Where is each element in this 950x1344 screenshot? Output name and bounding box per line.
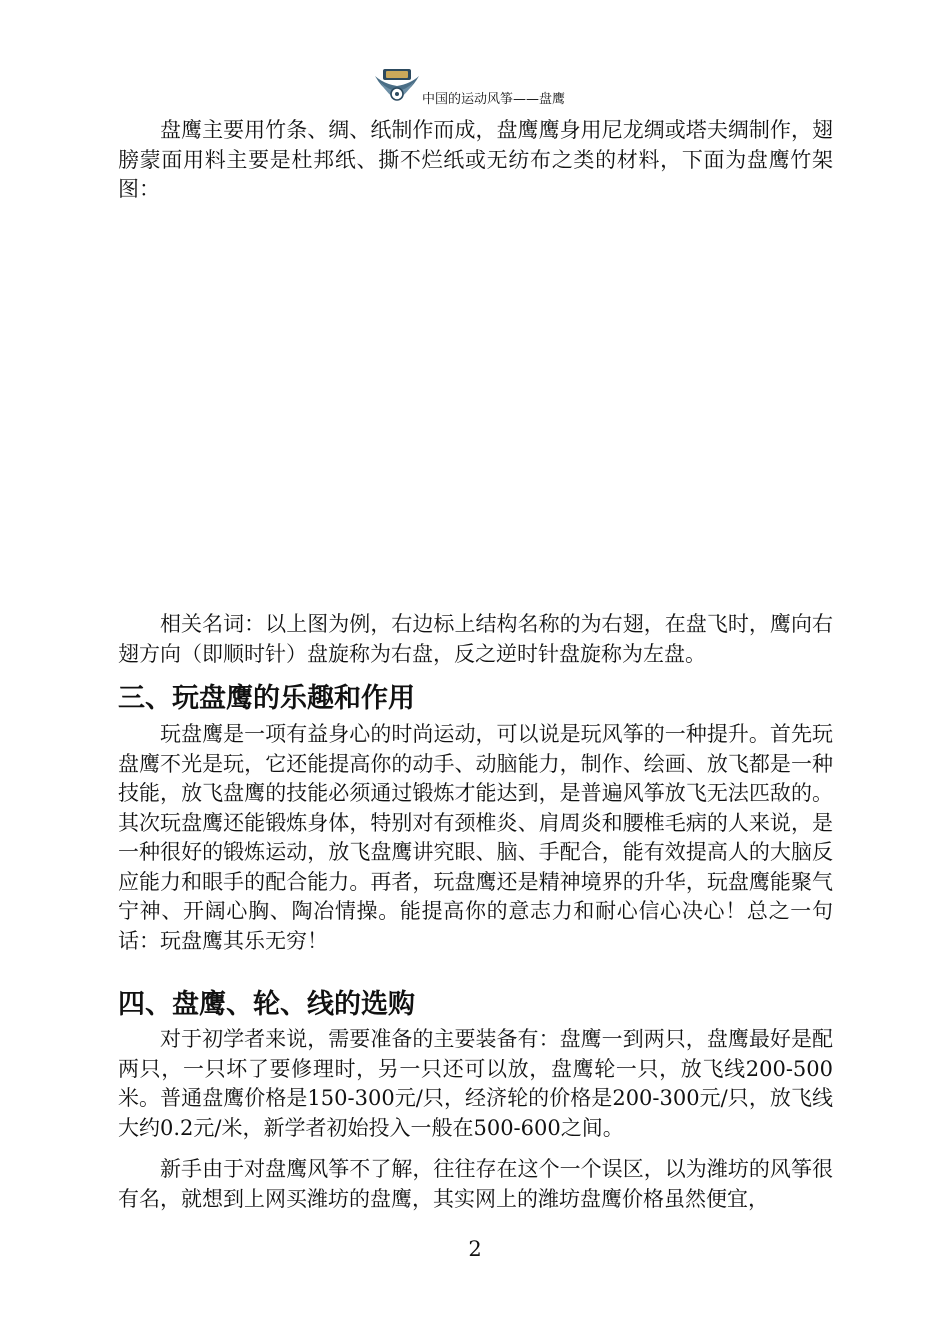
section-heading-3: 三、玩盘鹰的乐趣和作用 [118, 683, 415, 714]
paragraph-materials: 盘鹰主要用竹条、绸、纸制作而成，盘鹰鹰身用尼龙绸或塔夫绸制作，翅膀蒙面用料主要是杜邦纸、撕不烂纸或无纺布之类的材料，下面为盘鹰竹架图： [118, 118, 833, 201]
paragraph-benefits: 玩盘鹰是一项有益身心的时尚运动，可以说是玩风筝的一种提升。首先玩盘鹰不光是玩，它还能提高你的动手、动脑能力，制作、绘画、放飞都是一种技能，放飞盘鹰的技能必须通过锻炼才能达到，是普遍风筝放飞无法匹敌的。其次玩盘鹰还能锻炼身体，特别对有颈椎炎、肩周炎和腰椎毛病的人来说，是一种很好的锻炼运动，放飞盘鹰讲究眼、脑、手配合，能有效提高人的大脑反应能力和眼手的配合能力。再者，玩盘鹰还是精神境界的升华，玩盘鹰能聚气宁神、开阔心胸、陶冶情操。能提高你的意志力和耐心信心决心！总之一句话：玩盘鹰其乐无穷！ [118, 722, 833, 953]
page-header [372, 62, 602, 108]
frame-diagram-placeholder [118, 210, 833, 600]
header-title: 中国的运动风筝——盘鹰 [422, 92, 566, 107]
paragraph-beginner-misconception: 新手由于对盘鹰风筝不了解，往往存在这个一个误区，以为潍坊的风筝很有名，就想到上网买潍坊的盘鹰，其实网上的潍坊盘鹰价格虽然便宜， [118, 1157, 833, 1211]
kite-eagle-logo-icon [372, 62, 422, 106]
paragraph-equipment: 对于初学者来说，需要准备的主要装备有：盘鹰一到两只，盘鹰最好是配两只，一只坏了要修理时，另一只还可以放，盘鹰轮一只，放飞线200-500米。普通盘鹰价格是150-300元/只，经济轮的价格是200-300元/只，放飞线大约0.2元/米，新学者初始投入一般在500-600之间。 [118, 1027, 833, 1140]
page-number: 2 [468, 1237, 482, 1261]
section-heading-4: 四、盘鹰、轮、线的选购 [118, 989, 415, 1020]
paragraph-terminology: 相关名词：以上图为例，右边标上结构名称的为右翅，在盘飞时，鹰向右翅方向（即顺时针）盘旋称为右盘，反之逆时针盘旋称为左盘。 [118, 612, 833, 666]
